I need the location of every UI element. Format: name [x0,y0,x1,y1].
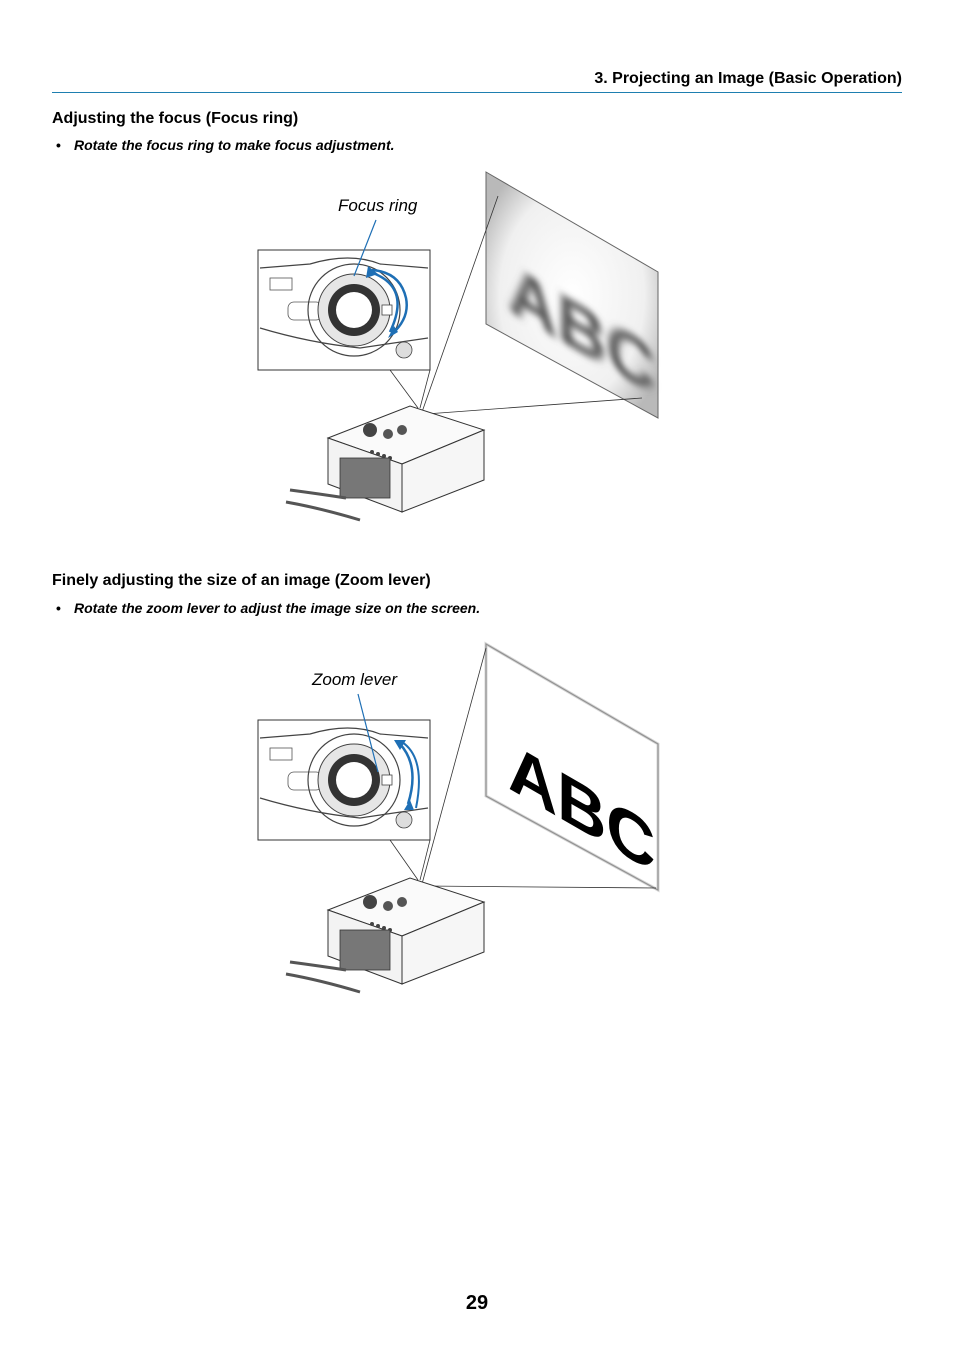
projector-body [286,406,484,520]
focus-bullet [56,137,395,153]
focus-bullet-text: Rotate the focus ring to make focus adjustment. [74,137,395,153]
focus-heading: Adjusting the focus (Focus ring) [52,110,299,127]
zoom-figure [250,640,670,1020]
header-rule [52,92,902,93]
page-number: 29 [465,1292,489,1314]
bullet-symbol: • [56,600,61,616]
screen-text-blurred: ABC [508,248,656,410]
bullet-symbol: • [56,137,61,153]
zoom-bullet [56,600,480,616]
focus-illustration [250,168,670,548]
zoom-heading: Finely adjusting the size of an image (Zoom lever) [52,572,431,589]
zoom-lever-drawing [382,775,392,785]
focus-ring-callout: Focus ring [338,196,418,215]
screen-text-sharp: ABC [508,726,656,888]
zoom-illustration [250,640,670,1020]
header-title: 3. Projecting an Image (Basic Operation) [594,70,902,87]
zoom-bullet-text: Rotate the zoom lever to adjust the image size on the screen. [74,600,481,616]
zoom-lever-callout: Zoom lever [312,670,398,689]
projector-body [286,878,484,992]
focus-figure [250,168,670,548]
